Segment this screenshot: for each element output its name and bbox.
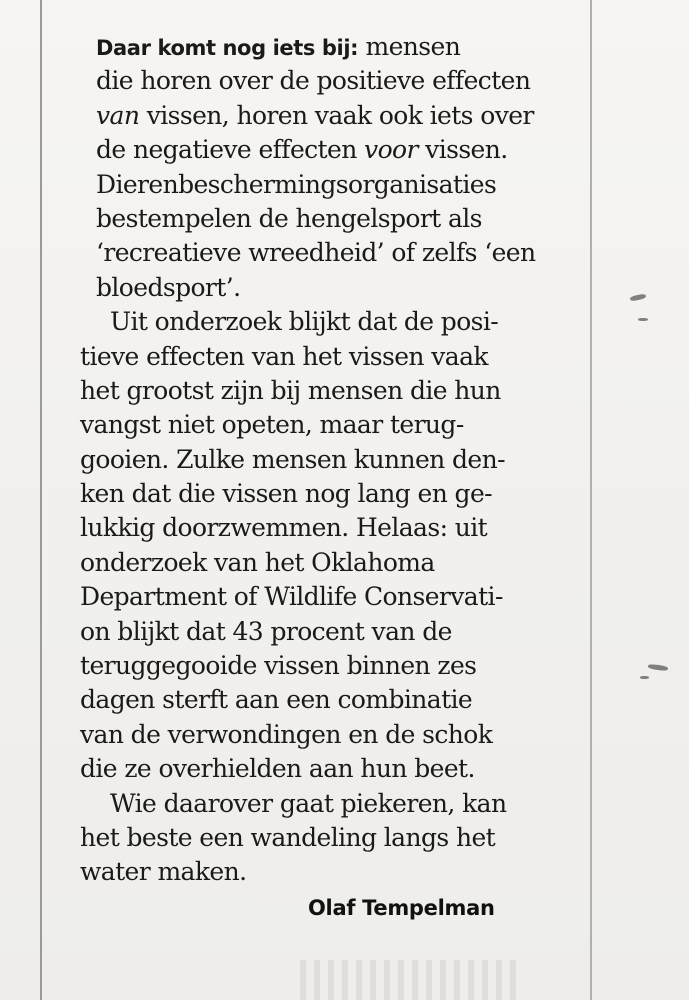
emphasis-van: van bbox=[96, 100, 140, 130]
lead-in: Daar komt nog iets bij: bbox=[96, 36, 359, 60]
paragraph-2-line-12: dagen sterft aan een combinatie bbox=[80, 685, 473, 715]
paragraph-1-line-3 bbox=[80, 99, 550, 133]
paragraph-2-line-2: tieve effecten van het vissen vaak bbox=[80, 341, 488, 371]
ink-smudge bbox=[640, 676, 649, 679]
ink-smudge bbox=[630, 293, 647, 301]
column-rule-left bbox=[40, 0, 42, 1000]
text-run: vissen, horen vaak ook iets over bbox=[139, 100, 534, 130]
paragraph-1-line-4 bbox=[80, 133, 550, 167]
paragraph-2-line-5: gooien. Zulke mensen kunnen den- bbox=[80, 444, 505, 474]
paragraph-2-line-14: die ze overhielden aan hun beet. bbox=[80, 754, 475, 784]
column-rule-right bbox=[590, 0, 592, 1000]
paragraph-2-line-9: Department of Wildlife Conservati- bbox=[80, 582, 503, 612]
paragraph-1-line-7: ‘recreatieve wreedheid’ of zelfs ‘een bbox=[96, 238, 536, 268]
paragraph-2-line-13: van de verwondingen en de schok bbox=[80, 719, 493, 749]
show-through-print bbox=[300, 960, 520, 1000]
paragraph-2-line-8: onderzoek van het Oklahoma bbox=[80, 547, 435, 577]
paragraph-3-line-3: water maken. bbox=[80, 857, 247, 887]
paragraph-3-line-2: het beste een wandeling langs het bbox=[80, 822, 496, 852]
paragraph-2-line-10: on blijkt dat 43 procent van de bbox=[80, 616, 452, 646]
paragraph-1-line-1 bbox=[80, 30, 550, 64]
paragraph-2-line-3: het grootst zijn bij mensen die hun bbox=[80, 375, 501, 405]
text-run: vissen. bbox=[417, 135, 508, 165]
text-run: de negatieve effecten bbox=[96, 135, 365, 165]
paragraph-2-line-7: lukkig doorzwemmen. Helaas: uit bbox=[80, 513, 488, 543]
paragraph-1-line-5: Dierenbeschermingsorganisaties bbox=[96, 169, 497, 199]
ink-smudge bbox=[648, 664, 669, 672]
paragraph-1-line-2: die horen over de positieve effecten bbox=[96, 66, 531, 96]
ink-smudge bbox=[638, 318, 648, 321]
paragraph-2-line-6: ken dat die vissen nog lang en ge- bbox=[80, 479, 492, 509]
paragraph-3-line-1: Wie daarover gaat piekeren, kan bbox=[110, 788, 507, 818]
paragraph-2-line-11: teruggegooide vissen binnen zes bbox=[80, 651, 477, 681]
author-byline: Olaf Tempelman bbox=[308, 896, 495, 920]
emphasis-voor: voor bbox=[364, 135, 418, 165]
paragraph-1-line-6: bestempelen de hengelsport als bbox=[96, 203, 482, 233]
article-column bbox=[80, 30, 550, 890]
text-run: mensen bbox=[358, 32, 461, 61]
paragraph-2-line-1: Uit onderzoek blijkt dat de posi- bbox=[110, 307, 499, 337]
paragraph-1-line-8: bloedsport’. bbox=[96, 272, 241, 302]
paragraph-2-line-4: vangst niet opeten, maar terug- bbox=[80, 410, 464, 440]
